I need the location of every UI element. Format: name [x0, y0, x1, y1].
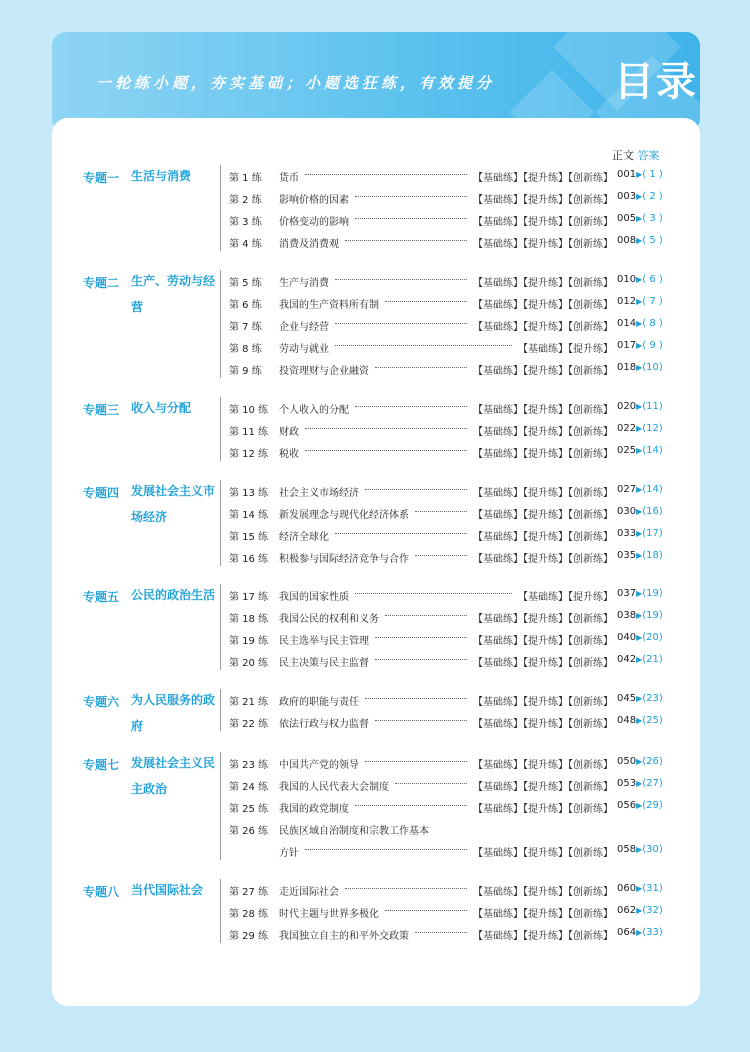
- leader-dots: [355, 218, 467, 219]
- entry-page-number: 033: [617, 528, 637, 539]
- entry-page-number: 040: [617, 632, 637, 643]
- entry-answer-page: ( 6 ): [642, 274, 663, 285]
- entry-page: [617, 715, 663, 726]
- arrow-icon: ▶: [636, 192, 643, 201]
- entry-answer-page: (21): [642, 654, 663, 665]
- entry-name: 社会主义市场经济: [279, 488, 359, 499]
- entry-name: 依法行政与权力监督: [279, 719, 369, 730]
- entry-practice-tags: 【基础练】【提升练】【创新练】: [473, 488, 613, 499]
- entry-practice-tags: 【基础练】【提升练】【创新练】: [473, 636, 613, 647]
- entry-practice-tags: 【基础练】【提升练】【创新练】: [473, 510, 613, 521]
- arrow-icon: ▶: [636, 779, 643, 788]
- entry-page-number: 008: [617, 235, 637, 246]
- section-title: 生产、劳动与经营: [131, 274, 216, 314]
- arrow-icon: ▶: [636, 551, 643, 560]
- entry-answer-page: ( 1 ): [642, 169, 663, 180]
- entry-page: [617, 610, 663, 621]
- toc-entry[interactable]: [229, 231, 669, 251]
- entry-answer-page: ( 8 ): [642, 318, 663, 329]
- leader-dots: [375, 637, 467, 638]
- toc-entry[interactable]: [229, 397, 669, 417]
- entry-name: 税收: [279, 449, 299, 460]
- entry-page-number: 001: [617, 169, 637, 180]
- entry-answer-page: (12): [642, 423, 663, 434]
- entry-answer-page: (16): [642, 506, 663, 517]
- entry-number: 第 19 练: [229, 636, 269, 647]
- section-title: 发展社会主义市场经济: [131, 484, 216, 524]
- toc-entry[interactable]: [229, 336, 669, 356]
- entry-number: 第 23 练: [229, 760, 269, 771]
- arrow-icon: ▶: [636, 275, 643, 284]
- entry-name: 我国公民的权利和义务: [279, 614, 379, 625]
- leader-dots: [305, 450, 467, 451]
- entry-page: [617, 340, 663, 351]
- entry-name: 我国独立自主的和平外交政策: [279, 931, 409, 942]
- arrow-icon: ▶: [636, 214, 643, 223]
- leader-dots: [305, 428, 467, 429]
- section-title: 公民的政治生活: [131, 588, 216, 602]
- entry-name: 企业与经营: [279, 322, 329, 333]
- toc-entry[interactable]: [229, 796, 669, 816]
- entry-page-number: 056: [617, 800, 637, 811]
- entry-name: 投资理财与企业融资: [279, 366, 369, 377]
- leader-dots: [395, 783, 467, 784]
- section-divider: [220, 165, 221, 251]
- section-label: 专题七: [83, 758, 120, 772]
- entry-page: [617, 362, 663, 373]
- arrow-icon: ▶: [636, 363, 643, 372]
- section-label: 专题三: [83, 403, 120, 417]
- entry-page-number: 022: [617, 423, 637, 434]
- entry-page: [617, 506, 663, 517]
- entry-page-number: 035: [617, 550, 637, 561]
- entry-name: 我国的生产资料所有制: [279, 300, 379, 311]
- leader-dots: [415, 555, 467, 556]
- leader-dots: [375, 720, 467, 721]
- entry-page: [617, 528, 663, 539]
- entry-page: [617, 927, 663, 938]
- toc-entry[interactable]: [229, 879, 669, 899]
- leader-dots: [345, 888, 467, 889]
- arrow-icon: ▶: [636, 297, 643, 306]
- section-label: 专题四: [83, 486, 120, 500]
- arrow-icon: ▶: [636, 716, 643, 725]
- entry-practice-tags: 【基础练】【提升练】【创新练】: [473, 658, 613, 669]
- toc-entry[interactable]: [229, 650, 669, 670]
- entry-answer-page: (10): [642, 362, 663, 373]
- entry-number: 第 18 练: [229, 614, 269, 625]
- section-label: 专题二: [83, 276, 120, 290]
- toc-entry[interactable]: [229, 752, 669, 772]
- entry-name: 我国的国家性质: [279, 592, 349, 603]
- toc-entry[interactable]: [229, 165, 669, 185]
- arrow-icon: ▶: [636, 485, 643, 494]
- entry-answer-page: (14): [642, 445, 663, 456]
- arrow-icon: ▶: [636, 529, 643, 538]
- section-label: 专题五: [83, 590, 120, 604]
- entry-number: 第 3 练: [229, 217, 262, 228]
- leader-dots: [355, 196, 467, 197]
- entry-answer-page: (33): [642, 927, 663, 938]
- entry-name: 积极参与国际经济竞争与合作: [279, 554, 409, 565]
- entry-page: [617, 423, 663, 434]
- entry-answer-page: (19): [642, 610, 663, 621]
- toc-entry[interactable]: [229, 209, 669, 229]
- entry-page-number: 048: [617, 715, 637, 726]
- section-label: 专题八: [83, 885, 120, 899]
- entry-page-number: 027: [617, 484, 637, 495]
- leader-dots: [345, 240, 467, 241]
- entry-answer-page: (11): [642, 401, 663, 412]
- entry-page-number: 012: [617, 296, 637, 307]
- entry-answer-page: (23): [642, 693, 663, 704]
- entry-page: [617, 778, 663, 789]
- entry-number: 第 9 练: [229, 366, 262, 377]
- leader-dots: [335, 345, 512, 346]
- entry-practice-tags: 【基础练】【提升练】【创新练】: [473, 195, 613, 206]
- entry-answer-page: (17): [642, 528, 663, 539]
- section-title: 发展社会主义民主政治: [131, 756, 216, 796]
- entry-practice-tags: 【基础练】【提升练】【创新练】: [473, 782, 613, 793]
- entry-answer-page: (19): [642, 588, 663, 599]
- section-label: 专题六: [83, 695, 120, 709]
- toc-entry[interactable]: [229, 606, 669, 626]
- entry-answer-page: (32): [642, 905, 663, 916]
- entry-practice-tags: 【基础练】【提升练】【创新练】: [473, 760, 613, 771]
- leader-dots: [305, 849, 467, 850]
- toc-entry[interactable]: [229, 711, 669, 731]
- toc-entry[interactable]: [229, 818, 669, 838]
- entry-practice-tags: 【基础练】【提升练】【创新练】: [473, 405, 613, 416]
- leader-dots: [365, 761, 467, 762]
- entry-answer-page: ( 7 ): [642, 296, 663, 307]
- entry-number: 第 12 练: [229, 449, 269, 460]
- entry-practice-tags: 【基础练】【提升练】【创新练】: [473, 427, 613, 438]
- entry-name: 劳动与就业: [279, 344, 329, 355]
- entry-practice-tags: 【基础练】【提升练】【创新练】: [473, 909, 613, 920]
- arrow-icon: ▶: [636, 884, 643, 893]
- column-answer-label: 答案: [637, 149, 660, 162]
- entry-page: [617, 756, 663, 767]
- entry-page: [617, 213, 663, 224]
- entry-answer-page: (29): [642, 800, 663, 811]
- leader-dots: [385, 301, 467, 302]
- entry-page-number: 018: [617, 362, 637, 373]
- entry-practice-tags: 【基础练】【提升练】【创新练】: [473, 887, 613, 898]
- leader-dots: [375, 367, 467, 368]
- entry-number: 第 28 练: [229, 909, 269, 920]
- entry-answer-page: ( 9 ): [642, 340, 663, 351]
- entry-answer-page: (18): [642, 550, 663, 561]
- entry-page: [617, 484, 663, 495]
- leader-dots: [415, 932, 467, 933]
- toc-entry[interactable]: [229, 270, 669, 290]
- entry-page-number: 064: [617, 927, 637, 938]
- entry-page-number: 045: [617, 693, 637, 704]
- entry-page-number: 017: [617, 340, 637, 351]
- header-slogan: 一轮练小题，夯实基础；小题选狂练，有效提分: [96, 74, 496, 92]
- leader-dots: [355, 406, 467, 407]
- entry-practice-tags: 【基础练】【提升练】【创新练】: [473, 532, 613, 543]
- entry-page: [617, 550, 663, 561]
- arrow-icon: ▶: [636, 589, 643, 598]
- arrow-icon: ▶: [636, 906, 643, 915]
- toc-entry[interactable]: [229, 314, 669, 334]
- leader-dots: [355, 593, 512, 594]
- entry-name: 新发展理念与现代化经济体系: [279, 510, 409, 521]
- entry-number: 第 15 练: [229, 532, 269, 543]
- entry-practice-tags: 【基础练】【提升练】【创新练】: [473, 239, 613, 250]
- entry-number: 第 20 练: [229, 658, 269, 669]
- entry-name: 生产与消费: [279, 278, 329, 289]
- entry-number: 第 27 练: [229, 887, 269, 898]
- entry-page: [617, 588, 663, 599]
- toc-entry[interactable]: [229, 292, 669, 312]
- entry-practice-tags: 【基础练】【提升练】【创新练】: [473, 173, 613, 184]
- leader-dots: [335, 279, 467, 280]
- entry-page-number: 060: [617, 883, 637, 894]
- column-header: [612, 147, 660, 163]
- arrow-icon: ▶: [636, 424, 643, 433]
- entry-practice-tags: 【基础练】【提升练】【创新练】: [473, 614, 613, 625]
- arrow-icon: ▶: [636, 402, 643, 411]
- entry-number: 第 4 练: [229, 239, 262, 250]
- entry-number: 第 8 练: [229, 344, 262, 355]
- toc-entry[interactable]: [229, 187, 669, 207]
- entry-page: [617, 632, 663, 643]
- entry-page: [617, 191, 663, 202]
- entry-practice-tags: 【基础练】【提升练】【创新练】: [473, 449, 613, 460]
- toc-entry[interactable]: [229, 546, 669, 566]
- section-title: 为人民服务的政府: [131, 693, 216, 733]
- toc-entry[interactable]: [229, 840, 669, 860]
- entry-page: [617, 800, 663, 811]
- entry-number: 第 6 练: [229, 300, 262, 311]
- entry-number: 第 25 练: [229, 804, 269, 815]
- leader-dots: [375, 659, 467, 660]
- arrow-icon: ▶: [636, 655, 643, 664]
- toc-entry[interactable]: [229, 774, 669, 794]
- entry-page: [617, 445, 663, 456]
- arrow-icon: ▶: [636, 446, 643, 455]
- entry-page: [617, 169, 663, 180]
- toc-entry[interactable]: [229, 923, 669, 943]
- entry-name: 民主决策与民主监督: [279, 658, 369, 669]
- entry-name: 经济全球化: [279, 532, 329, 543]
- page-title: 目录: [614, 59, 698, 105]
- entry-answer-page: (31): [642, 883, 663, 894]
- entry-practice-tags: 【基础练】【提升练】【创新练】: [473, 554, 613, 565]
- entry-name: 我国的人民代表大会制度: [279, 782, 389, 793]
- entry-page: [617, 318, 663, 329]
- entry-page-number: 050: [617, 756, 637, 767]
- entry-name: 民族区域自治制度和宗教工作基本: [279, 826, 429, 837]
- entry-practice-tags: 【基础练】【提升练】【创新练】: [473, 322, 613, 333]
- entry-practice-tags: 【基础练】【提升练】: [518, 344, 613, 355]
- entry-name: 财政: [279, 427, 299, 438]
- entry-practice-tags: 【基础练】【提升练】【创新练】: [473, 366, 613, 377]
- entry-number: 第 11 练: [229, 427, 269, 438]
- entry-number: 第 13 练: [229, 488, 269, 499]
- entry-page-number: 053: [617, 778, 637, 789]
- section-title: 当代国际社会: [131, 883, 204, 897]
- entry-number: 第 22 练: [229, 719, 269, 730]
- leader-dots: [305, 174, 467, 175]
- entry-number: 第 17 练: [229, 592, 269, 603]
- entry-number: 第 14 练: [229, 510, 269, 521]
- arrow-icon: ▶: [636, 507, 643, 516]
- entry-number: 第 26 练: [229, 826, 269, 837]
- entry-number: 第 24 练: [229, 782, 269, 793]
- section-divider: [220, 584, 221, 670]
- entry-page-number: 042: [617, 654, 637, 665]
- arrow-icon: ▶: [636, 611, 643, 620]
- arrow-icon: ▶: [636, 928, 643, 937]
- entry-answer-page: (30): [642, 844, 663, 855]
- entry-page-number: 025: [617, 445, 637, 456]
- toc-entry[interactable]: [229, 441, 669, 461]
- toc-entry[interactable]: [229, 358, 669, 378]
- entry-number: 第 2 练: [229, 195, 262, 206]
- entry-practice-tags: 【基础练】【提升练】【创新练】: [473, 931, 613, 942]
- entry-practice-tags: 【基础练】【提升练】【创新练】: [473, 804, 613, 815]
- section-divider: [220, 270, 221, 378]
- entry-answer-page: (20): [642, 632, 663, 643]
- leader-dots: [365, 489, 467, 490]
- entry-page: [617, 235, 663, 246]
- entry-practice-tags: 【基础练】【提升练】【创新练】: [473, 848, 613, 859]
- entry-number: 第 16 练: [229, 554, 269, 565]
- toc-entry[interactable]: [229, 584, 669, 604]
- arrow-icon: ▶: [636, 757, 643, 766]
- entry-answer-page: (25): [642, 715, 663, 726]
- toc-entry[interactable]: [229, 689, 669, 709]
- arrow-icon: ▶: [636, 170, 643, 179]
- leader-dots: [385, 910, 467, 911]
- toc-entry[interactable]: [229, 419, 669, 439]
- entry-number: 第 7 练: [229, 322, 262, 333]
- leader-dots: [355, 805, 467, 806]
- entry-name: 影响价格的因素: [279, 195, 349, 206]
- entry-page-number: 038: [617, 610, 637, 621]
- arrow-icon: ▶: [636, 633, 643, 642]
- entry-page-number: 020: [617, 401, 637, 412]
- arrow-icon: ▶: [636, 236, 643, 245]
- arrow-icon: ▶: [636, 319, 643, 328]
- entry-name: 我国的政党制度: [279, 804, 349, 815]
- entry-name: 时代主题与世界多极化: [279, 909, 379, 920]
- entry-practice-tags: 【基础练】【提升练】【创新练】: [473, 697, 613, 708]
- entry-page-number: 030: [617, 506, 637, 517]
- entry-answer-page: (14): [642, 484, 663, 495]
- entry-page-number: 062: [617, 905, 637, 916]
- section-title: 生活与消费: [131, 169, 192, 183]
- section-divider: [220, 879, 221, 943]
- entry-page-number: 005: [617, 213, 637, 224]
- entry-page-number: 003: [617, 191, 637, 202]
- entry-page: [617, 401, 663, 412]
- entry-practice-tags: 【基础练】【提升练】: [518, 592, 613, 603]
- section-divider: [220, 752, 221, 860]
- arrow-icon: ▶: [636, 801, 643, 810]
- entry-answer-page: ( 5 ): [642, 235, 663, 246]
- entry-name: 民主选举与民主管理: [279, 636, 369, 647]
- entry-name: 消费及消费观: [279, 239, 339, 250]
- leader-dots: [385, 615, 467, 616]
- entry-answer-page: (27): [642, 778, 663, 789]
- section-divider: [220, 397, 221, 461]
- arrow-icon: ▶: [636, 341, 643, 350]
- entry-name: 走近国际社会: [279, 887, 339, 898]
- entry-practice-tags: 【基础练】【提升练】【创新练】: [473, 217, 613, 228]
- entry-number: 第 29 练: [229, 931, 269, 942]
- entry-name: 货币: [279, 173, 299, 184]
- section-divider: [220, 480, 221, 566]
- entry-number: 第 1 练: [229, 173, 262, 184]
- toc-entry[interactable]: [229, 480, 669, 500]
- leader-dots: [335, 533, 467, 534]
- entry-name: 政府的职能与责任: [279, 697, 359, 708]
- arrow-icon: ▶: [636, 694, 643, 703]
- leader-dots: [335, 323, 467, 324]
- entry-name: 方针: [279, 848, 299, 859]
- entry-number: 第 5 练: [229, 278, 262, 289]
- arrow-icon: ▶: [636, 845, 643, 854]
- entry-practice-tags: 【基础练】【提升练】【创新练】: [473, 300, 613, 311]
- entry-page-number: 014: [617, 318, 637, 329]
- column-main-label: 正文: [612, 149, 634, 162]
- entry-number: 第 10 练: [229, 405, 269, 416]
- entry-name: 价格变动的影响: [279, 217, 349, 228]
- entry-answer-page: (26): [642, 756, 663, 767]
- header-banner: [52, 32, 700, 132]
- entry-page-number: 010: [617, 274, 637, 285]
- entry-page: [617, 844, 663, 855]
- entry-page: [617, 274, 663, 285]
- section-divider: [220, 689, 221, 731]
- leader-dots: [365, 698, 467, 699]
- entry-page: [617, 296, 663, 307]
- entry-page: [617, 654, 663, 665]
- section-label: 专题一: [83, 171, 120, 185]
- section-title: 收入与分配: [131, 401, 192, 415]
- entry-name: 中国共产党的领导: [279, 760, 359, 771]
- leader-dots: [415, 511, 467, 512]
- entry-number: 第 21 练: [229, 697, 269, 708]
- entry-page: [617, 883, 663, 894]
- entry-page: [617, 905, 663, 916]
- toc-entry[interactable]: [229, 524, 669, 544]
- entry-page: [617, 693, 663, 704]
- entry-practice-tags: 【基础练】【提升练】【创新练】: [473, 719, 613, 730]
- toc-entry[interactable]: [229, 628, 669, 648]
- entry-practice-tags: 【基础练】【提升练】【创新练】: [473, 278, 613, 289]
- entry-name: 个人收入的分配: [279, 405, 349, 416]
- toc-entry[interactable]: [229, 502, 669, 522]
- entry-page-number: 058: [617, 844, 637, 855]
- entry-page-number: 037: [617, 588, 637, 599]
- toc-entry[interactable]: [229, 901, 669, 921]
- entry-answer-page: ( 3 ): [642, 213, 663, 224]
- entry-answer-page: ( 2 ): [642, 191, 663, 202]
